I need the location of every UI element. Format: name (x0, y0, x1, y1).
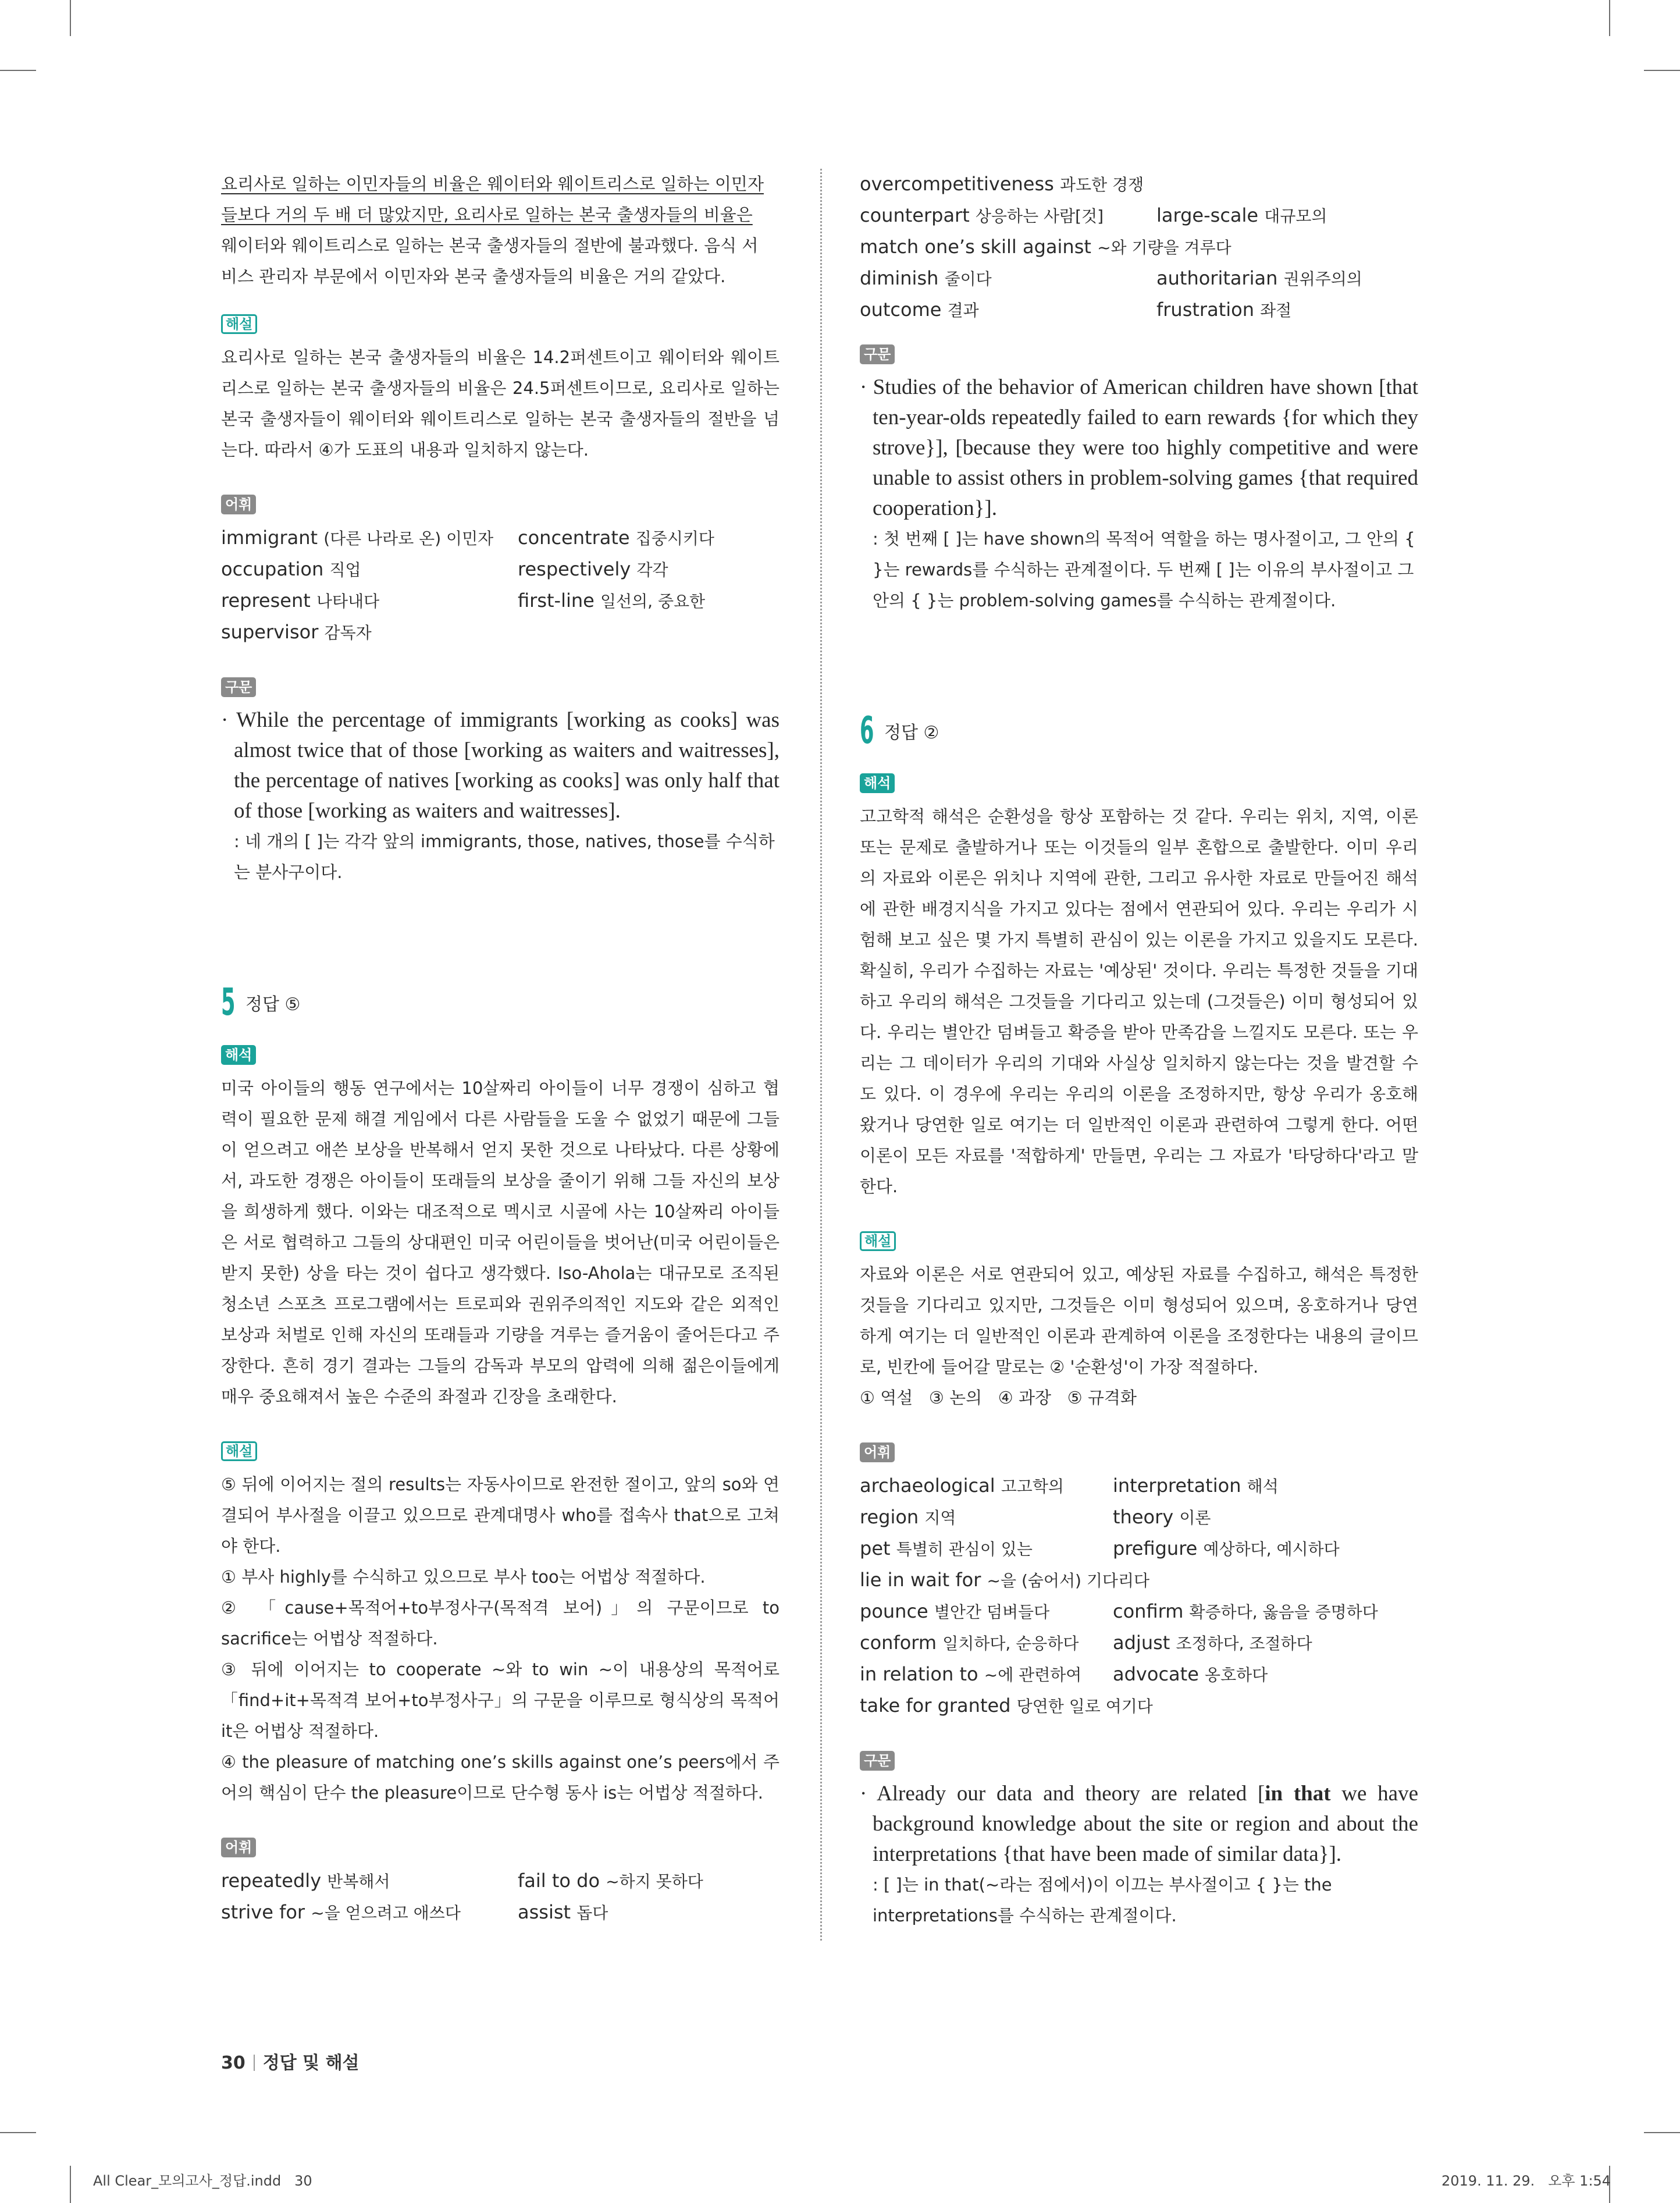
vocab-item: pounce 별안간 덤벼들다 (860, 1600, 1050, 1622)
vocab-item: confirm 확증하다, 옳음을 증명하다 (1113, 1600, 1378, 1622)
commentary-tag: 해설 (860, 1231, 896, 1251)
commentary-tag: 해설 (221, 1441, 257, 1461)
crop-mark (1644, 70, 1680, 71)
page-number: 30 (221, 2053, 245, 2073)
vocab-item: frustration 좌절 (1156, 299, 1292, 321)
vocab-item: take for granted 당연한 일로 여기다 (860, 1694, 1153, 1717)
syntax-tag: 구문 (860, 1751, 895, 1771)
crop-mark (0, 70, 36, 71)
vocab-item: match one’s skill against ~와 기량을 겨루다 (860, 236, 1231, 258)
vocab-item: outcome 결과 (860, 299, 979, 321)
commentary-text: 요리사로 일하는 본국 출생자들의 비율은 14.2퍼센트이고 웨이터와 웨이트리스로 일하는 본국 출생자들의 비율은 24.5퍼센트이므로, 요리사로 일하는 본국 출생자들이 웨이터와 웨이트리스로 일하는 본국 출생자들의 절반을 넘는다. 따라서 ④가 도표의 내용과 일치하지 않는다. (221, 347, 780, 460)
right-column (860, 169, 1418, 1931)
vocab-item: advocate 옹호하다 (1113, 1663, 1268, 1685)
vocab-tag: 어휘 (860, 1442, 895, 1462)
vocab-list (221, 523, 780, 648)
vocab-item: authoritarian 권위주의의 (1156, 267, 1362, 289)
syntax-sentence: · Studies of the behavior of American children have shown [that ten-year-olds repeatedly failed to earn rewards {for which they strove}], [because they were too highly competitive and were unable to assist others in problem-solving games {that required cooperation}]. (860, 375, 1418, 520)
vocab-tag: 어휘 (221, 495, 256, 514)
commentary-line: ⑤ 뒤에 이어지는 절의 results는 자동사이므로 완전한 절이고, 앞의 so와 연결되어 부사절을 이끌고 있으므로 관계대명사 who를 접속사 that으로 고쳐야 한다. (221, 1474, 780, 1556)
section-title: 정답 및 해설 (262, 2053, 360, 2073)
vocab-item: pet 특별히 관심이 있는 (860, 1537, 1033, 1559)
vocab-item: adjust 조정하다, 조절하다 (1113, 1632, 1312, 1654)
vocab-item: concentrate 집중시키다 (518, 527, 714, 549)
vocab-item: first-line 일선의, 중요한 (518, 589, 706, 612)
question-number: 5 (221, 981, 236, 1024)
vocab-item: large-scale 대규모의 (1156, 204, 1327, 226)
syntax-note: : [ ]는 in that(~라는 점에서)이 이끄는 부사절이고 { }는 the interpretations를 수식하는 관계절이다. (873, 1875, 1332, 1925)
print-slug-date: 2019. 11. 29. 오후 1:54 (1441, 2173, 1611, 2189)
syntax-note: : 네 개의 [ ]는 각각 앞의 immigrants, those, natives, those를 수식하는 분사구이다. (234, 832, 775, 882)
commentary-line: ① 부사 highly를 수식하고 있으므로 부사 too는 어법상 적절하다. (221, 1567, 706, 1587)
left-column (221, 169, 780, 1928)
question-6-header (860, 709, 1418, 752)
commentary-line: ④ the pleasure of matching one’s skills against one’s peers에서 주어의 핵심이 단수 the pleasure이므로 단수형 동사 is는 어법상 적절하다. (221, 1752, 780, 1803)
vocab-item: lie in wait for ~을 (숨어서) 기다리다 (860, 1569, 1150, 1591)
translation-tag: 해석 (860, 773, 895, 793)
vocab-item: interpretation 해석 (1113, 1474, 1279, 1497)
vocab-item: occupation 직업 (221, 558, 361, 580)
commentary-line: ③ 뒤에 이어지는 to cooperate ~와 to win ~이 내용상의 목적어로 「find+it+목적격 보어+to부정사구」의 구문을 이루므로 형식상의 목적어 it은 어법상 적절하다. (221, 1660, 780, 1741)
vocab-item: assist 돕다 (518, 1901, 608, 1923)
vocab-item: strive for ~을 얻으려고 애쓰다 (221, 1901, 461, 1923)
intro-line: 비스 관리자 부문에서 이민자와 본국 출생자들의 비율은 거의 같았다. (221, 267, 726, 286)
page-footer (221, 2048, 360, 2074)
vocab-list (221, 1866, 780, 1928)
crop-mark (70, 2166, 71, 2203)
syntax-sentence: · Already our data and theory are related [in that we have background knowledge about the site or region and about the interpretations {that have been made of similar data}]. (860, 1782, 1419, 1866)
vocab-tag: 어휘 (221, 1838, 256, 1857)
syntax-tag: 구문 (221, 677, 256, 697)
question-5-header (221, 981, 780, 1024)
crop-mark (0, 2132, 36, 2133)
crop-mark (1644, 2132, 1680, 2133)
vocab-item: supervisor 감독자 (221, 621, 372, 643)
column-divider (820, 169, 822, 1941)
footer-separator (254, 2055, 255, 2071)
vocab-item: theory 이론 (1113, 1506, 1211, 1528)
intro-line: 들보다 거의 두 배 더 많았지만, 요리사로 일하는 본국 출생자들의 비율은 (221, 205, 753, 225)
vocab-item: prefigure 예상하다, 예시하다 (1113, 1537, 1340, 1559)
commentary-text: 자료와 이론은 서로 연관되어 있고, 예상된 자료를 수집하고, 해석은 특정한 것들을 기다리고 있지만, 그것들은 이미 형성되어 있으며, 옹호하거나 당연하게 여기는 더 일반적인 이론과 관계하여 이론을 조정한다는 내용의 글이므로, 빈칸에 들어갈 말로는 ② '순환성'이 가장 적절하다. (860, 1264, 1418, 1377)
crop-mark (70, 0, 71, 36)
intro-translation (221, 169, 780, 292)
commentary-line: ② 「cause+목적어+to부정사구(목적격 보어)」의 구문이므로 to sacrifice는 어법상 적절하다. (221, 1598, 780, 1648)
vocab-item: represent 나타내다 (221, 589, 380, 612)
crop-mark (1609, 0, 1610, 36)
translation-text: 고고학적 해석은 순환성을 항상 포함하는 것 같다. 우리는 위치, 지역, 이론 또는 문제로 출발하거나 또는 이것들의 일부 혼합으로 출발한다. 이미 우리의 자료와 이론은 위치나 지역에 관한, 그리고 유사한 자료로 만들어진 해석에 관한 배경지식을 가지고 있다는 점에서 연관되어 있다. 우리는 우리가 시험해 보고 싶은 몇 가지 특별히 관심이 있는 이론을 가지고 있을지도 모른다. 확실히, 우리가 수집하는 자료는 '예상된' 것이다. 우리는 특정한 것들을 기대하고 우리의 해석은 그것들을 기다리고 있는데 (그것들은) 이미 형성되어 있다. 우리는 별안간 덤벼들고 확증을 받아 만족감을 느낄지도 모른다. 또는 우리는 그 데이터가 우리의 기대와 사실상 일치하지 않는다는 것을 발견할 수도 있다. 이 경우에 우리는 우리의 이론을 조정하지만, 항상 우리가 옹호해 왔거나 당연한 일로 여기는 더 일반적인 이론과 관련하여 그렇게 한다. 어떤 이론이 모든 자료를 '적합하게' 만들면, 우리는 그 자료가 '타당하다'라고 말한다. (860, 806, 1418, 1196)
translation-tag: 해석 (221, 1045, 256, 1065)
syntax-sentence: · While the percentage of immigrants [working as cooks] was almost twice that of those [working as waiters and waitresses], the percentage of natives [working as cooks] was only half that of those [working as waiters and waitresses]. (221, 708, 780, 823)
vocab-list (860, 1470, 1418, 1722)
print-slug-file: All Clear_모의고사_정답.indd 30 (93, 2173, 312, 2189)
answer-options: ① 역설 ③ 논의 ④ 과장 ⑤ 규격화 (860, 1388, 1137, 1408)
vocab-item: overcompetitiveness 과도한 경쟁 (860, 173, 1144, 195)
vocab-item: diminish 줄이다 (860, 267, 992, 289)
syntax-note: : 첫 번째 [ ]는 have shown의 목적어 역할을 하는 명사절이고, 그 안의 { }는 rewards를 수식하는 관계절이다. 두 번째 [ ]는 이유의 부사절이고 그 안의 { }는 problem-solving games를 수식하는 관계절이다. (873, 529, 1415, 610)
answer-label: 정답 ② (884, 723, 939, 743)
vocab-item: fail to do ~하지 못하다 (518, 1870, 703, 1892)
vocab-item: repeatedly 반복해서 (221, 1870, 390, 1892)
question-number: 6 (860, 709, 874, 752)
vocab-item: archaeological 고고학의 (860, 1474, 1064, 1497)
vocab-item: region 지역 (860, 1506, 956, 1528)
intro-line: 웨이터와 웨이트리스로 일하는 본국 출생자들의 절반에 불과했다. 음식 서 (221, 236, 759, 255)
vocab-item: immigrant (다른 나라로 온) 이민자 (221, 527, 494, 549)
vocab-item: respectively 각각 (518, 558, 668, 580)
syntax-tag: 구문 (860, 344, 895, 364)
translation-text: 미국 아이들의 행동 연구에서는 10살짜리 아이들이 너무 경쟁이 심하고 협력이 필요한 문제 해결 게임에서 다른 사람들을 도울 수 없었기 때문에 그들이 얻으려고 애쓴 보상을 반복해서 얻지 못한 것으로 나타났다. 다른 상황에서, 과도한 경쟁은 아이들이 또래들의 보상을 줄이기 위해 그들 자신의 보상을 희생하게 했다. 이와는 대조적으로 멕시코 시골에 사는 10살짜리 아이들은 서로 협력하고 그들의 상대편인 미국 어린이들을 벗어난(미국 어린이들은 받지 못한) 상을 타는 것이 쉽다고 생각했다. Iso-Ahola는 대규모로 조직된 청소년 스포츠 프로그램에서는 트로피와 권위주의적인 지도와 같은 외적인 보상과 처벌로 인해 자신의 또래들과 기량을 겨루는 즐거움이 줄어든다고 주장한다. 흔히 경기 결과는 그들의 감독과 부모의 압력에 의해 젊은이들에게 매우 중요해져서 높은 수준의 좌절과 긴장을 초래한다. (221, 1078, 780, 1406)
vocab-item: conform 일치하다, 순응하다 (860, 1632, 1079, 1654)
intro-line: 요리사로 일하는 이민자들의 비율은 웨이터와 웨이트리스로 일하는 이민자 (221, 174, 764, 194)
commentary-tag: 해설 (221, 314, 257, 334)
vocab-list (860, 169, 1418, 326)
vocab-item: in relation to ~에 관련하여 (860, 1663, 1082, 1685)
answer-label: 정답 ⑤ (245, 994, 301, 1015)
vocab-item: counterpart 상응하는 사람[것] (860, 204, 1104, 226)
